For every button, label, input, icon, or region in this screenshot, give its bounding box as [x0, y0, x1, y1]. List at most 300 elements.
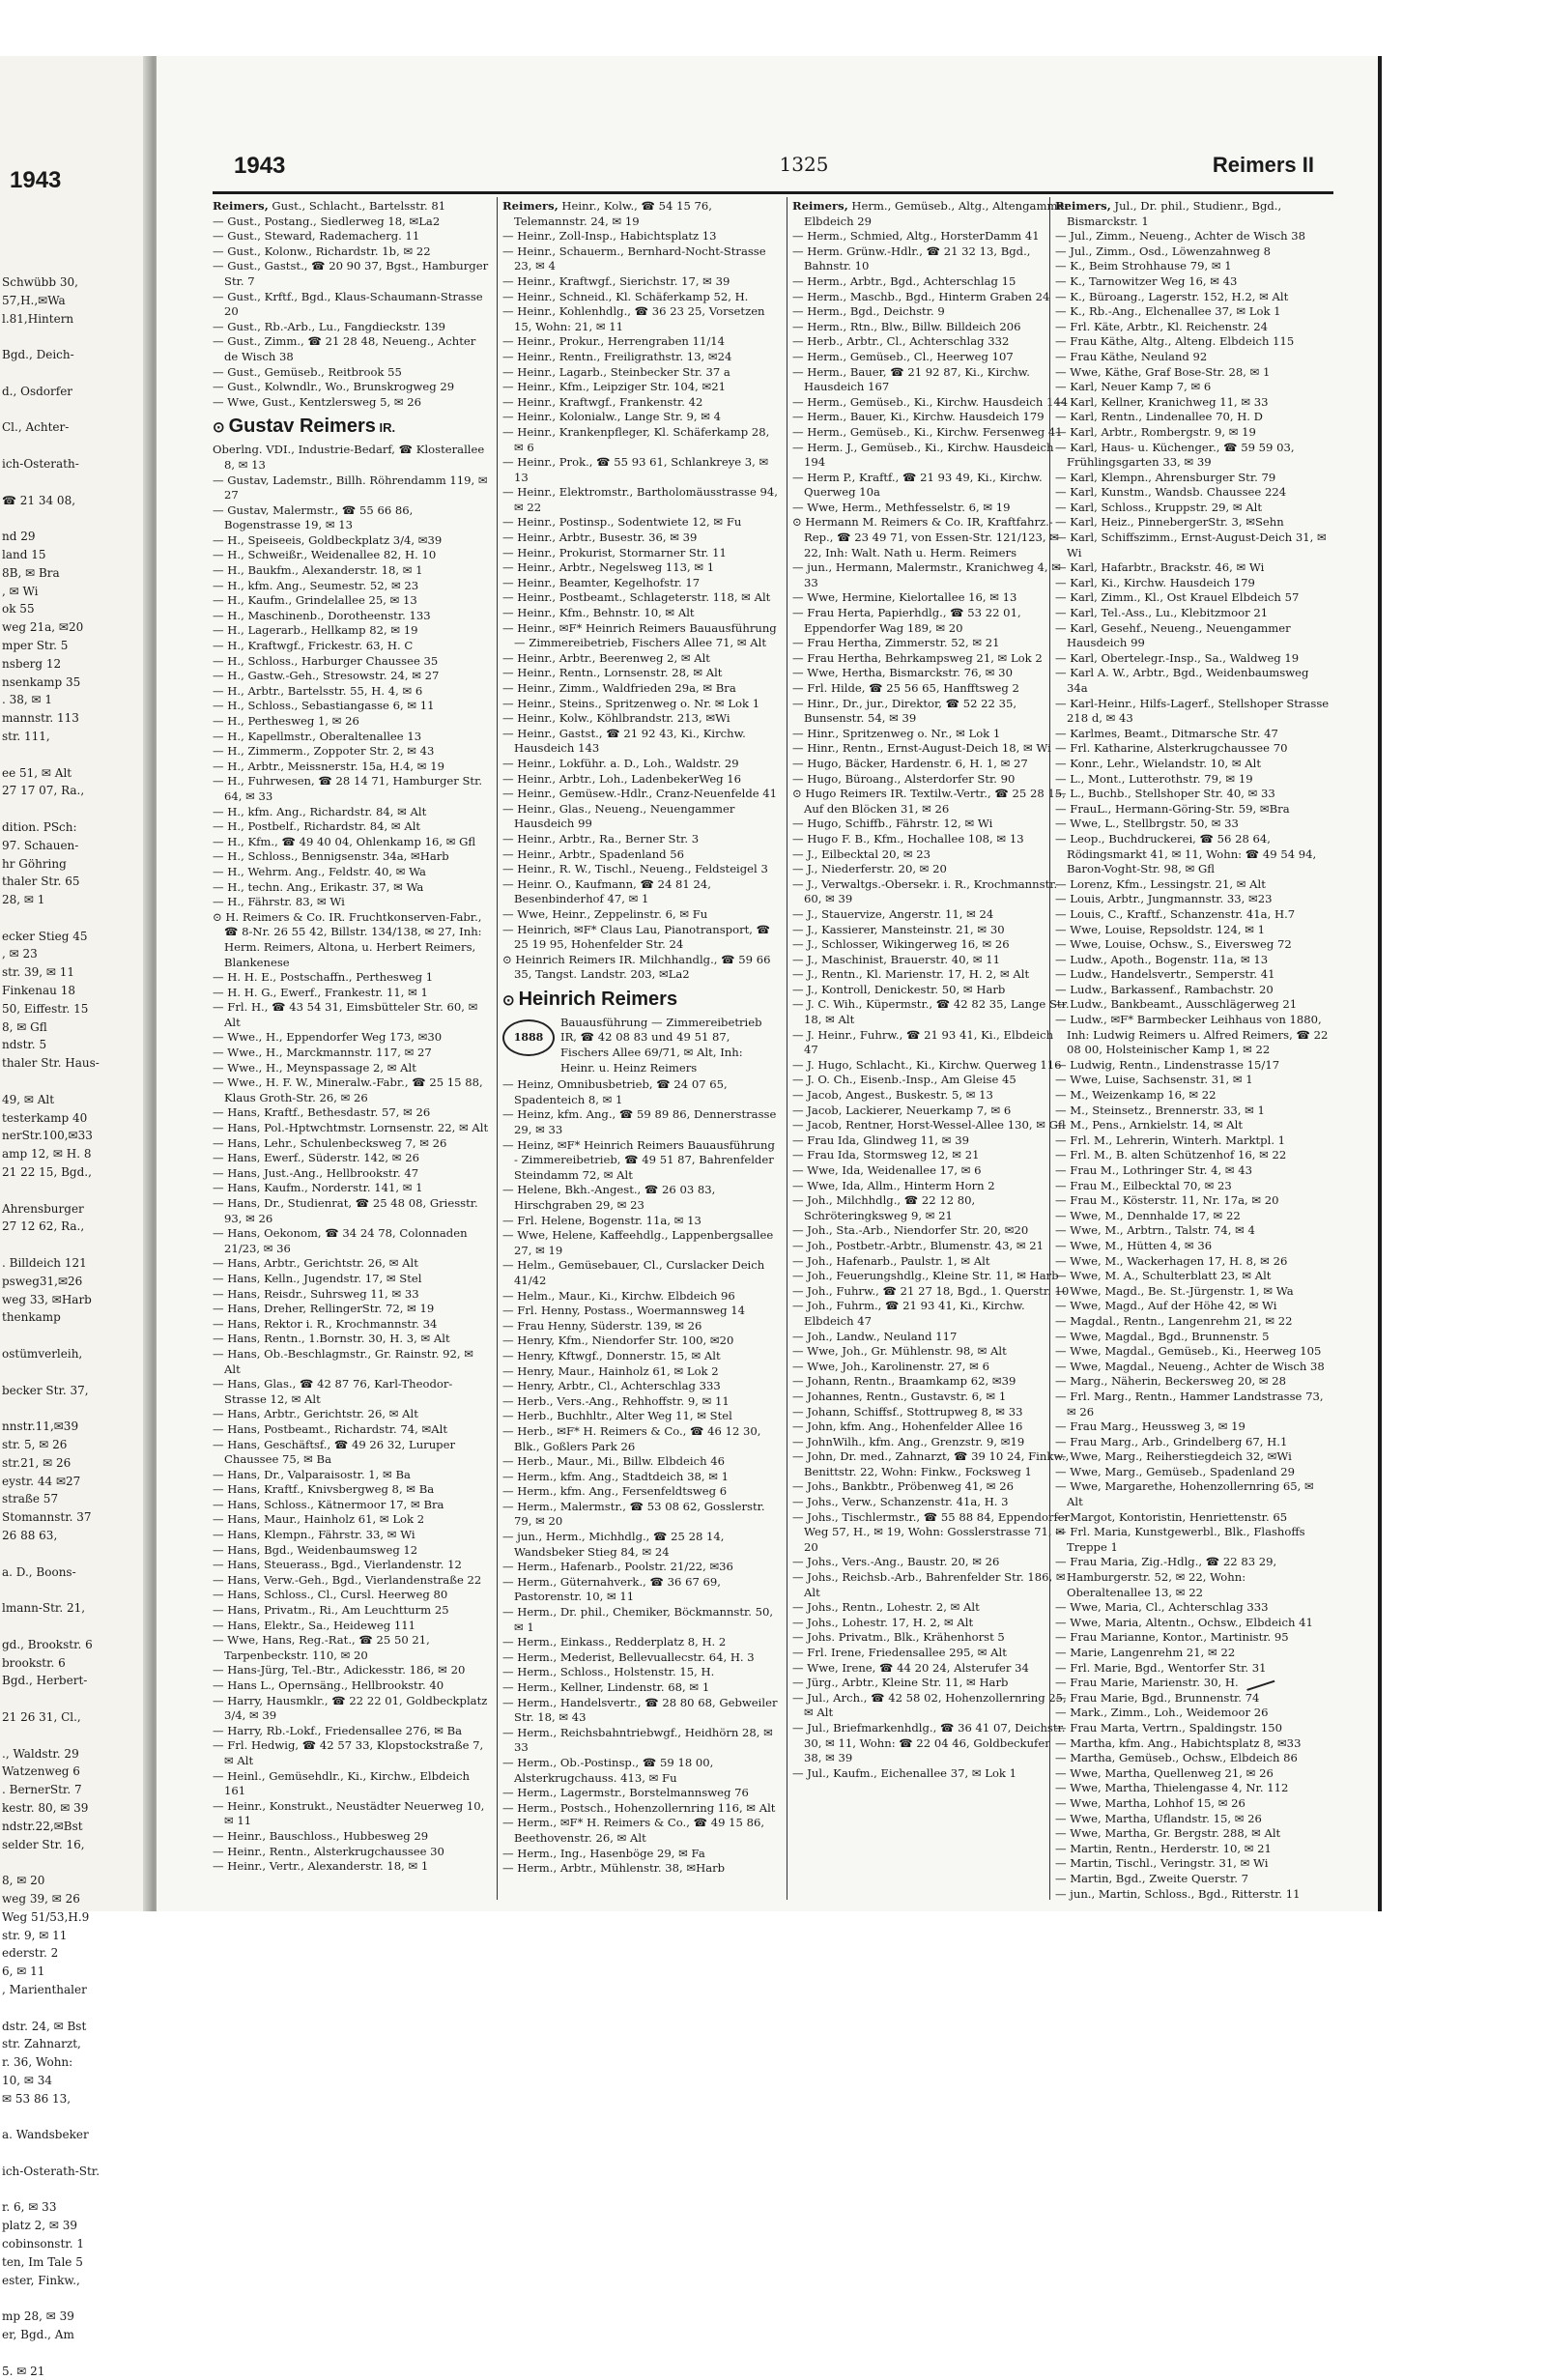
left-page-line: nsenkamp 35	[2, 674, 81, 689]
entry-text: — Joh., Hafenarb., Paulstr. 1, ✉ Alt	[792, 1253, 990, 1268]
entry-text: — Hans, Just.-Ang., Hellbrookstr. 47	[213, 1165, 419, 1180]
directory-entry	[792, 937, 1071, 953]
directory-entry	[502, 862, 781, 877]
directory-entry	[792, 1360, 1071, 1375]
entry-text: — Karl, Arbtr., Rombergstr. 9, ✉ 19	[1055, 424, 1256, 439]
entry-text: — Heinr., Kraftwgf., Frankenstr. 42	[502, 394, 703, 409]
entry-text: — Frl. Katharine, Alsterkrugchaussee 70	[1055, 741, 1288, 756]
entry-text: — Hans, Schloss., Cl., Cursl. Heerweg 80	[213, 1588, 448, 1602]
entry-text: — Karl, Schiffszimm., Ernst-August-Deich 31, ✉ Wi	[1055, 530, 1327, 559]
left-page-line	[2, 1727, 153, 1745]
directory-entry	[1055, 1088, 1331, 1104]
entry-text: — Hans, Dr., Valparaisostr. 1, ✉ Ba	[213, 1467, 411, 1481]
left-page-line: kestr. 80, ✉ 39	[2, 1800, 89, 1815]
entry-text: — jun., Hermann, Malermstr., Kranichweg 4, ✉ 33	[792, 560, 1062, 589]
directory-entry	[792, 1299, 1071, 1329]
entry-text: — Karl-Heinr., Hilfs-Lagerf., Stellshoper Strasse 218 d, ✉ 43	[1055, 696, 1330, 726]
entry-text: — H., Kfm., ☎ 49 40 04, Ohlenkamp 16, ✉ Gfl	[213, 834, 476, 848]
left-page-line: Bgd., Herbert-	[2, 1674, 88, 1688]
entry-text: — Marg., Näherin, Beckersweg 20, ✉ 28	[1055, 1374, 1286, 1389]
directory-entry	[1055, 741, 1331, 757]
directory-entry	[1055, 1133, 1331, 1149]
directory-entry	[1055, 1465, 1331, 1480]
left-page-line: ee 51, ✉ Alt	[2, 765, 72, 780]
directory-entry	[502, 1680, 781, 1696]
directory-entry	[792, 666, 1071, 681]
entry-text: — Hans, Verw.-Geh., Bgd., Vierlandenstraße 22	[213, 1572, 482, 1587]
directory-entry	[213, 669, 491, 684]
entry-text: — Henry, Arbtr., Cl., Achterschlag 333	[502, 1379, 721, 1393]
entry-text: — Heinr., Arbtr., Beerenweg 2, ✉ Alt	[502, 650, 710, 665]
directory-entry	[213, 579, 491, 594]
directory-entry	[792, 1330, 1071, 1345]
entry-text: — jun., Martin, Schloss., Bgd., Ritterstr. 11	[1055, 1886, 1301, 1901]
entry-text: — Karl, Heiz., PinnebergerStr. 3, ✉Sehn	[1055, 515, 1284, 530]
entry-text: — Johs., Vers.-Ang., Baustr. 20, ✉ 26	[792, 1555, 1000, 1569]
directory-entry	[502, 1228, 781, 1258]
entry-text: — Hans, Arbtr., Gerichtstr. 26, ✉ Alt	[213, 1256, 418, 1271]
left-page-line: ostümverleih,	[2, 1347, 83, 1362]
left-page-line	[2, 2144, 153, 2163]
entry-text: — Jul., Zimm., Neueng., Achter de Wisch 38	[1055, 229, 1306, 244]
left-page-line	[2, 1853, 153, 1872]
directory-entry	[213, 623, 491, 639]
left-page-line: Watzenweg 6	[2, 1764, 80, 1779]
entry-text: — Gust., Rb.-Arb., Lu., Fangdieckstr. 139	[213, 319, 445, 333]
entry-text: — H., Zimmerm., Zoppoter Str. 2, ✉ 43	[213, 744, 435, 759]
left-page-line: thaler Str. 65	[2, 875, 80, 889]
directory-entry	[792, 1616, 1071, 1631]
directory-entry	[792, 1374, 1071, 1390]
directory-entry	[502, 832, 781, 847]
entry-text: — Frl. Hilde, ☎ 25 56 65, Hanfftsweg 2	[792, 681, 1019, 695]
directory-entry	[502, 877, 781, 907]
directory-entry	[792, 1600, 1071, 1616]
directory-entry	[1055, 1419, 1331, 1435]
directory-entry	[213, 503, 491, 533]
entry-text: — Frl. Helene, Bogenstr. 11a, ✉ 13	[502, 1213, 701, 1227]
directory-entry	[1055, 772, 1331, 788]
entry-text: — Hans, Rektor i. R., Krochmannstr. 34	[213, 1316, 438, 1331]
directory-entry	[502, 847, 781, 863]
entry-text: — Herm., Ing., Hasenböge 29, ✉ Fa	[502, 1846, 705, 1860]
directory-entry	[1055, 1661, 1331, 1677]
directory-entry	[792, 1193, 1071, 1223]
entry-text: — Wwe, Louise, Repsoldstr. 124, ✉ 1	[1055, 922, 1265, 936]
entry-text: — Hans, Reisdr., Suhrsweg 11, ✉ 33	[213, 1286, 419, 1301]
entry-text: Oberlng. VDI., Industrie-Bedarf, ☎ Klosterallee 8, ✉ 13	[213, 443, 485, 472]
entry-text: Herm., Gemüseb., Altg., Altengammer Elbdeich 29	[804, 199, 1070, 228]
directory-entry	[502, 1605, 781, 1635]
directory-entry	[502, 350, 781, 365]
directory-entry	[502, 1183, 781, 1213]
directory-entry	[213, 290, 491, 320]
entry-text: — Hans, Dreher, RellingerStr. 72, ✉ 19	[213, 1302, 435, 1316]
left-page-line: 10, ✉ 34	[2, 2073, 53, 2087]
entry-text: — Hans-Jürg, Tel.-Btr., Adickesstr. 186, ✉ 20	[213, 1663, 466, 1677]
directory-entry	[792, 1510, 1071, 1556]
entry-text: — Hans, Oekonom, ☎ 34 24 78, Colonnaden 21/23, ✉ 36	[213, 1226, 468, 1255]
directory-entry	[792, 290, 1071, 305]
directory-entry	[213, 1287, 491, 1303]
firm-heading	[502, 987, 781, 1014]
directory-entry	[1055, 1630, 1331, 1646]
left-page-line: thaler Str. Haus-	[2, 1056, 100, 1071]
directory-entry	[213, 1603, 491, 1619]
entry-text: — Herm., ✉F* H. Reimers & Co., ☎ 49 15 86, Beethovenstr. 26, ✉ Alt	[502, 1816, 765, 1845]
entry-text: — Joh., Fuhrw., ☎ 21 27 18, Bgd., 1. Querstr. 10	[792, 1283, 1070, 1298]
entry-text: — H., Fährstr. 83, ✉ Wi	[213, 895, 345, 909]
left-page-line: nd 29	[2, 530, 36, 544]
directory-entry	[213, 199, 491, 215]
directory-entry	[792, 1223, 1071, 1239]
entry-text: — Karl, Obertelegr.-Insp., Sa., Waldweg 19	[1055, 650, 1300, 665]
directory-entry	[1055, 983, 1331, 998]
directory-entry	[213, 970, 491, 986]
entry-text: — Heinr., Lagarb., Steinbecker Str. 37 a	[502, 364, 730, 379]
entry-text: — Heinr., Prokur., Herrengraben 11/14	[502, 334, 725, 349]
entry-text: — J., Maschinist, Brauerstr. 40, ✉ 11	[792, 952, 1001, 966]
left-page-line	[2, 2289, 153, 2308]
directory-entry	[502, 727, 781, 757]
entry-text: — H., Kaufm., Grindelallee 25, ✉ 13	[213, 593, 417, 608]
directory-entry	[213, 593, 491, 609]
entry-text: — Helm., Gemüsebauer, Cl., Curslacker Deich 41/42	[502, 1258, 765, 1287]
left-page-line: 8, ✉ Gfl	[2, 1019, 47, 1034]
entry-text: — Heinr., Konstrukt., Neustädter Neuerweg 10, ✉ 11	[213, 1798, 485, 1828]
entry-text: — Frau Ida, Stormsweg 12, ✉ 21	[792, 1148, 980, 1162]
entry-text: — Martha, Gemüseb., Ochsw., Elbdeich 86	[1055, 1751, 1298, 1765]
entry-text: — Hans, Kaufm., Norderstr. 141, ✉ 1	[213, 1181, 423, 1195]
left-page-line: nerStr.100,✉33	[2, 1129, 93, 1143]
left-page-line	[2, 401, 153, 419]
entry-text: — Herm., Schmied, Altg., HorsterDamm 41	[792, 229, 1040, 244]
entry-text: — Wwe, M. A., Schulterblatt 23, ✉ Alt	[1055, 1269, 1272, 1283]
directory-entry	[792, 1269, 1071, 1284]
column-divider	[497, 197, 498, 1900]
directory-entry	[502, 923, 781, 953]
directory-entry	[213, 1468, 491, 1483]
directory-entry	[502, 1484, 781, 1500]
entry-text: — Karl, Klempn., Ahrensburger Str. 79	[1055, 470, 1276, 484]
directory-entry	[213, 1256, 491, 1272]
entry-text: — Karl, Kunstm., Wandsb. Chaussee 224	[1055, 485, 1287, 500]
entry-text: — Herm., Bauer, ☎ 21 92 87, Ki., Kirchw. Hausdeich 167	[792, 364, 1030, 394]
entry-text: — Wwe, L., Stellbrgstr. 50, ✉ 33	[1055, 817, 1239, 831]
entry-text: — H., Kapellmstr., Oberaltenallee 13	[213, 729, 422, 743]
entry-text: — Wwe, Martha, Thielengasse 4, Nr. 112	[1055, 1781, 1289, 1795]
directory-entry	[502, 1560, 781, 1575]
entry-text: — H., Schloss., Harburger Chaussee 35	[213, 653, 439, 668]
entry-text: — Hans, Pol.-Hptwchtmstr. Lornsenstr. 22, ✉ Alt	[213, 1121, 489, 1135]
directory-entry	[792, 1435, 1071, 1450]
left-page-line: str. 5, ✉ 26	[2, 1438, 68, 1451]
entry-text: — Wwe, Marg., Reiherstiegdeich 32, ✉Wi	[1055, 1449, 1292, 1464]
entry-text: — Herm., Handelsvertr., ☎ 28 80 68, Gebweiler Str. 18, ✉ 43	[502, 1695, 778, 1725]
entry-text: — Helene, Bkh.-Angest., ☎ 26 03 83, Hirschgraben 29, ✉ 23	[502, 1183, 716, 1212]
entry-text: — Karl A. W., Arbtr., Bgd., Weidenbaumsweg 34a	[1055, 666, 1309, 695]
directory-entry	[792, 244, 1071, 274]
directory-entry	[792, 334, 1071, 350]
directory-entry	[792, 681, 1071, 697]
directory-entry	[1055, 1856, 1331, 1872]
entry-text: — H., kfm. Ang., Seumestr. 52, ✉ 23	[213, 578, 419, 592]
directory-entry	[1055, 1826, 1331, 1842]
left-page-line: str. 9, ✉ 11	[2, 1928, 68, 1942]
entry-text: — Karl, Schloss., Kruppstr. 29, ✉ Alt	[1055, 500, 1263, 514]
entry-text: — Heinr., Zoll-Insp., Habichtsplatz 13	[502, 229, 717, 244]
entry-text: — Hans L., Opernsäng., Hellbrookstr. 40	[213, 1678, 444, 1692]
entry-text: — Wwe, Magd., Auf der Höhe 42, ✉ Wi	[1055, 1299, 1277, 1313]
surname-lead: Reimers,	[1055, 199, 1111, 213]
entry-text: — Herm., Bgd., Deichstr. 9	[792, 304, 945, 319]
entry-text: — Heinr., Schauerm., Bernhard-Nocht-Strasse 23, ✉ 4	[502, 244, 766, 273]
left-page-line: 57,H.,✉Wa	[2, 293, 66, 307]
directory-entry	[502, 1258, 781, 1288]
directory-entry	[1055, 320, 1331, 335]
directory-entry	[213, 684, 491, 700]
directory-entry	[1055, 1163, 1331, 1179]
entry-text: — H., Wehrm. Ang., Feldstr. 40, ✉ Wa	[213, 864, 426, 878]
left-page-line: . Billdeich 121	[2, 1256, 87, 1271]
entry-text: — Wwe, Martha, Quellenweg 21, ✉ 26	[1055, 1765, 1274, 1780]
directory-entry	[1055, 590, 1331, 606]
directory-entry	[1055, 1842, 1331, 1857]
entry-text: — Karlmes, Beamt., Ditmarsche Str. 47	[1055, 726, 1278, 740]
entry-text: — Frl. M., Lehrerin, Winterh. Marktpl. 1	[1055, 1133, 1286, 1147]
left-page-line: ich-Osterath-	[2, 456, 79, 471]
directory-entry	[1055, 621, 1331, 651]
directory-entry	[213, 1829, 491, 1845]
directory-entry	[213, 1694, 491, 1724]
directory-entry	[792, 1088, 1071, 1104]
entry-text: — Wwe, Magd., Be. St.-Jürgenstr. 1, ✉ Wa	[1055, 1283, 1294, 1298]
directory-entry	[1055, 817, 1331, 832]
left-page-line: 5. ✉ 21	[2, 2364, 45, 2378]
entry-text: — Ludw., Barkassenf., Rambachstr. 20	[1055, 982, 1274, 996]
entry-text: — Heinr., Steins., Spritzenweg o. Nr. ✉ Lok 1	[502, 696, 760, 710]
directory-entry	[213, 654, 491, 670]
directory-entry	[502, 1319, 781, 1334]
directory-entry	[502, 1138, 781, 1184]
entry-text: — Herm., Lagermstr., Borstelmannsweg 76	[502, 1786, 749, 1800]
entry-text: — Frau Marianne, Kontor., Martinistr. 95	[1055, 1630, 1289, 1645]
entry-text: — Wwe, Ida, Weidenallee 17, ✉ 6	[792, 1163, 982, 1177]
directory-entry	[1055, 350, 1331, 365]
entry-text: — Louis, C., Kraftf., Schanzenstr. 41a, H.7	[1055, 906, 1296, 921]
entry-text: — Herm., Schloss., Holstenstr. 15, H.	[502, 1665, 715, 1679]
entry-text: — Henry, Maur., Hainholz 61, ✉ Lok 2	[502, 1363, 719, 1378]
directory-entry	[792, 967, 1071, 983]
entry-text: — Louis, Arbtr., Jungmannstr. 33, ✉23	[1055, 892, 1273, 906]
directory-entry	[502, 515, 781, 530]
entry-text: — Margot, Kontoristin, Henriettenstr. 65	[1055, 1509, 1288, 1524]
left-page-line: dstr. 24, ✉ Bst	[2, 2019, 87, 2033]
entry-text: — H., Arbtr., Meissnerstr. 15a, H.4, ✉ 19	[213, 759, 444, 773]
entry-text: — J., Verwaltgs.-Obersekr. i. R., Krochmannstr. 60, ✉ 39	[792, 876, 1058, 906]
directory-entry	[502, 530, 781, 546]
entry-text: — H., Baukfm., Alexanderstr. 18, ✉ 1	[213, 563, 423, 578]
entry-text: — Herb., ✉F* H. Reimers & Co., ☎ 46 12 30, Blk., Goßlers Park 26	[502, 1423, 761, 1453]
directory-entry	[1055, 1510, 1331, 1526]
entry-text: — Frau Hertha, Behrkampsweg 21, ✉ Lok 2	[792, 650, 1043, 665]
entry-text: — Wwe, M., Wackerhagen 17, H. 8, ✉ 26	[1055, 1253, 1288, 1268]
directory-entry	[1055, 485, 1331, 501]
entry-text: — Herm., Rtn., Blw., Billw. Billdeich 206	[792, 319, 1021, 333]
entry-text: — Hans, Geschäftsf., ☎ 49 26 32, Luruper Chaussee 75, ✉ Ba	[213, 1437, 455, 1467]
left-page-line: weg 21a, ✉20	[2, 620, 84, 635]
directory-entry	[1055, 1013, 1331, 1058]
entry-text: — Wwe, Martha, Uflandstr. 15, ✉ 26	[1055, 1811, 1262, 1825]
directory-entry	[213, 1678, 491, 1694]
directory-entry	[213, 1181, 491, 1196]
left-page-line	[2, 1363, 153, 1382]
left-page-line: hr Göhring	[2, 856, 67, 871]
entry-text: — Wwe, M., Dennhalde 17, ✉ 22	[1055, 1208, 1241, 1222]
directory-entry	[502, 772, 781, 788]
directory-entry	[1055, 1691, 1331, 1706]
entry-text: — Wwe, Maria, Altentn., Ochsw., Elbdeich 41	[1055, 1615, 1313, 1629]
left-page-line: 97. Schauen-	[2, 838, 79, 852]
directory-entry	[1055, 229, 1331, 244]
directory-entry	[1055, 1374, 1331, 1390]
entry-text: — Heinr., Glas., Neueng., Neuengammer Hausdeich 99	[502, 801, 735, 831]
entry-text: — Heinr., Gastst., ☎ 21 92 43, Ki., Kirchw. Hausdeich 143	[502, 726, 746, 756]
entry-text: — John, Dr. med., Zahnarzt, ☎ 39 10 24, Finkw., Benittstr. 22, Wohn: Finkw., Focksweg 1	[792, 1449, 1070, 1478]
entry-text: — Herm. Grünw.-Hdlr., ☎ 21 32 13, Bgd., Bahnstr. 10	[792, 244, 1031, 273]
entry-text: — Frau M., Lothringer Str. 4, ✉ 43	[1055, 1163, 1253, 1177]
left-page-line	[2, 2108, 153, 2126]
entry-text: — H., Speiseeis, Goldbeckplatz 3/4, ✉39	[213, 532, 443, 547]
left-page-line: 50, Eiffestr. 15	[2, 1001, 89, 1016]
entry-text: — Heinr., Rentn., Freiligrathstr. 13, ✉24	[502, 349, 732, 363]
entry-text: — Hugo, Bäcker, Hardenstr. 6, H. 1, ✉ 27	[792, 756, 1028, 770]
directory-entry	[1055, 274, 1331, 290]
entry-text: — Magdal., Rentn., Langenrehm 21, ✉ 22	[1055, 1313, 1293, 1328]
left-page-line: 21 22 15, Bgd.,	[2, 1165, 92, 1180]
directory-entry	[502, 1756, 781, 1786]
entry-text: — J. O. Ch., Eisenb.-Insp., Am Gleise 45	[792, 1073, 1016, 1087]
directory-entry	[213, 849, 491, 865]
entry-text: — Frau M., Kösterstr. 11, Nr. 17a, ✉ 20	[1055, 1193, 1279, 1208]
entry-text: — Herm., Gemüseb., Ki., Kirchw. Hausdeich 144	[792, 394, 1069, 409]
directory-entry	[502, 425, 781, 455]
left-page-line: er, Bgd., Am	[2, 2328, 74, 2342]
entry-text: — Gustav, Lademstr., Billh. Röhrendamm 119, ✉ 27	[213, 473, 488, 502]
directory-entry	[1055, 1209, 1331, 1224]
column-divider	[1049, 197, 1050, 1900]
entry-text: — Hinr., Spritzenweg o. Nr., ✉ Lok 1	[792, 726, 1001, 740]
entry-text: — Wwe, Hertha, Bismarckstr. 76, ✉ 30	[792, 666, 1013, 680]
entry-text: — Joh., Sta.-Arb., Niendorfer Str. 20, ✉20	[792, 1223, 1029, 1238]
directory-entry	[213, 533, 491, 549]
directory-entry	[792, 787, 1071, 817]
entry-text: — Frl. Maria, Kunstgewerbl., Blk., Flashoffs Treppe 1	[1055, 1525, 1305, 1554]
entry-text: — Hans, Schloss., Kätnermoor 17, ✉ Bra	[213, 1497, 444, 1511]
entry-text: — Heinr., Rentn., Alsterkrugchaussee 30	[213, 1844, 444, 1858]
directory-entry	[502, 1424, 781, 1454]
directory-entry	[502, 606, 781, 621]
surname-lead: Reimers,	[213, 199, 269, 213]
entry-text: — Heinr., Kfm., Leipziger Str. 104, ✉21	[502, 380, 726, 394]
entry-text: — Henry, Kftwgf., Donnerstr. 15, ✉ Alt	[502, 1348, 721, 1362]
directory-entry	[502, 1349, 781, 1364]
left-page-line: ☎ 21 34 08,	[2, 493, 76, 507]
directory-entry	[1055, 1314, 1331, 1330]
directory-entry	[1055, 1269, 1331, 1284]
directory-entry	[792, 757, 1071, 772]
left-page-line: selder Str. 16,	[2, 1837, 85, 1851]
entry-text: — H., Fuhrwesen, ☎ 28 14 71, Hamburger Str. 64, ✉ 33	[213, 774, 483, 803]
directory-entry	[792, 1028, 1071, 1058]
directory-entry	[1055, 425, 1331, 441]
directory-entry	[1055, 1600, 1331, 1616]
entry-text: — H., Postbelf., Richardstr. 84, ✉ Alt	[213, 819, 421, 834]
entry-text: — Frl. M., B. alten Schützenhof 16, ✉ 22	[1055, 1148, 1287, 1162]
left-page-line: Schwübb 30,	[2, 275, 78, 289]
entry-text: — Herb., Vers.-Ang., Rehhoffstr. 9, ✉ 11	[502, 1393, 730, 1408]
entry-text: — Hans, Bgd., Weidenbaumsweg 12	[213, 1542, 418, 1557]
directory-entry	[792, 1148, 1071, 1163]
entry-text: — Frau Marie, Marienstr. 30, H.	[1055, 1676, 1239, 1690]
entry-text: — K., Beim Strohhause 79, ✉ 1	[1055, 259, 1232, 273]
directory-entry	[213, 1136, 491, 1152]
directory-entry	[792, 471, 1071, 501]
directory-entry	[502, 290, 781, 305]
directory-entry	[1055, 334, 1331, 350]
left-page-line	[2, 2344, 153, 2363]
directory-entry	[213, 1769, 491, 1799]
firm-name: Heinrich Reimers	[518, 988, 678, 1010]
left-page-line: ok 55	[2, 602, 35, 617]
directory-entry	[213, 1619, 491, 1634]
entry-text: — J., Rentn., Kl. Marienstr. 17, H. 2, ✉ Alt	[792, 967, 1030, 982]
entry-text: — Heinr., Kraftwgf., Sierichstr. 17, ✉ 39	[502, 273, 730, 288]
entry-text: — Herb., Arbtr., Cl., Achterschlag 332	[792, 334, 1010, 349]
left-page-line	[2, 1327, 153, 1345]
entry-text: — Wwe, Martha, Gr. Bergstr. 288, ✉ Alt	[1055, 1826, 1281, 1841]
entry-text: — Herm., Maschb., Bgd., Hinterm Graben 24	[792, 289, 1050, 303]
entry-text: — Harry, Rb.-Lokf., Friedensallee 276, ✉ Ba	[213, 1723, 463, 1737]
directory-entry	[502, 304, 781, 334]
directory-entry	[213, 244, 491, 260]
left-page-line: Bgd., Deich-	[2, 348, 74, 362]
directory-entry	[1055, 395, 1331, 411]
directory-entry	[502, 199, 781, 229]
directory-entry	[1055, 1706, 1331, 1721]
directory-entry	[792, 590, 1071, 606]
entry-text: — Heinr., Kohlenhdlg., ☎ 36 23 25, Vorsetzen 15, Wohn: 21, ✉ 11	[502, 304, 765, 333]
directory-entry	[213, 1438, 491, 1468]
entry-text: — Wwe, Joh., Gr. Mühlenstr. 98, ✉ Alt	[792, 1344, 1007, 1359]
entry-text: — Hans, Arbtr., Gerichtstr. 26, ✉ Alt	[213, 1407, 418, 1421]
directory-entry	[502, 485, 781, 515]
entry-text: Heinr., Kolw., ☎ 54 15 76, Telemannstr. 24, ✉ 19	[514, 199, 712, 228]
left-page-line: , ✉ Wi	[2, 584, 39, 598]
entry-text: — Jul., Briefmarkenhdlg., ☎ 36 41 07, Deichstr. 30, ✉ 11, Wohn: ☎ 22 04 46, Goldbeckufer 38, ✉ 39	[792, 1720, 1066, 1765]
left-page-line: Cl., Achter-	[2, 420, 70, 435]
directory-entry	[502, 1726, 781, 1756]
directory-entry	[213, 1528, 491, 1543]
entry-text: — Gust., Kolwndlr., Wo., Brunskrogweg 29	[213, 380, 455, 394]
entry-text: — Heinr., Kolonialw., Lange Str. 9, ✉ 4	[502, 410, 721, 424]
directory-entry	[1055, 1887, 1331, 1903]
directory-entry	[792, 1555, 1071, 1570]
directory-entry	[1055, 1676, 1331, 1691]
entry-text: — Heinr., Kolw., Köhlbrandstr. 213, ✉Wi	[502, 711, 730, 726]
entry-text: — Karl, Gesehf., Neueng., Neuengammer Hausdeich 99	[1055, 620, 1291, 650]
directory-entry	[1055, 1646, 1331, 1661]
